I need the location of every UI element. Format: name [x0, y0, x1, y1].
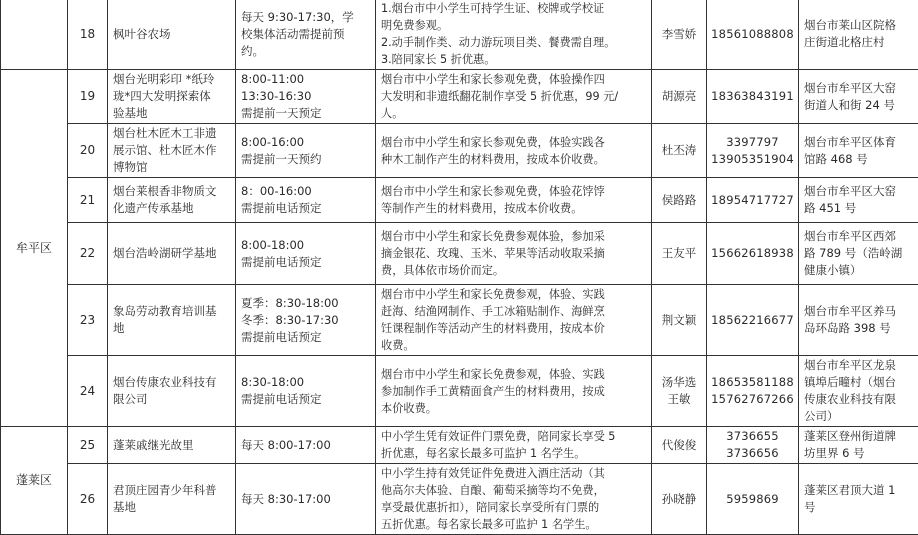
open-hours: 约。: [241, 43, 370, 60]
policy-text: 五折优惠。每名家长最多可监护 1 名学生。: [381, 516, 646, 533]
contact-person-cell: [652, 70, 707, 124]
site-name-cell: [108, 285, 236, 356]
open-hours: 8：00-16:00: [241, 183, 370, 200]
phone-number: 18363843191: [710, 88, 795, 105]
contact-person: 孙晓静: [655, 491, 703, 508]
address-cell: [799, 285, 918, 356]
phone-cell: [707, 0, 799, 70]
policy-text: 享受最优惠折扣），陪同家长享受所有门票的: [381, 499, 646, 516]
policy-text: 烟台市中小学生和家长免费参观体验，参加采: [381, 228, 646, 245]
phone-number: 15662618938: [710, 245, 795, 262]
open-hours: 8:00-16:00: [241, 134, 370, 151]
policy-cell: [376, 464, 652, 535]
table-body: [1, 0, 918, 535]
address-text: 街道人和街 24 号: [804, 97, 913, 114]
table-row: [1, 178, 918, 223]
policy-text: 烟台市中小学生和家长免费参观，体验、实践: [381, 366, 646, 383]
phone-cell: [707, 427, 799, 464]
address-text: 馆路 468 号: [804, 151, 913, 168]
open-hours-cell: [236, 178, 376, 223]
address-cell: [799, 356, 918, 427]
district-cell: [1, 70, 68, 427]
address-text: 路 451 号: [804, 200, 913, 217]
open-hours: 每天 9:30-17:30，学: [241, 9, 370, 26]
site-name: 烟台光明彩印 *纸玲: [113, 71, 230, 88]
phone-number: 18653581188: [710, 374, 795, 391]
address-text: 坊里界 6 号: [804, 445, 913, 462]
policy-text: 种木工制作产生的材料费用，按成本价收费。: [381, 151, 646, 168]
phone-cell: [707, 356, 799, 427]
phone-number: 15762767266: [710, 391, 795, 408]
open-hours: 需提前电话预定: [241, 254, 370, 271]
policy-text: 中小学生持有效凭证件免费进入酒庄活动（其: [381, 465, 646, 482]
district-name: 牟平区: [16, 241, 52, 255]
contact-person-cell: [652, 427, 707, 464]
contact-person-cell: [652, 285, 707, 356]
row-number: 23: [80, 313, 95, 327]
address-text: 岛环岛路 398 号: [804, 320, 913, 337]
district-cell: [1, 0, 68, 70]
site-name: 基地: [113, 499, 230, 516]
contact-person: 杜丕涛: [655, 142, 703, 159]
contact-person: 荆文颖: [655, 312, 703, 329]
address-cell: [799, 0, 918, 70]
row-number-cell: [68, 285, 108, 356]
address-text: 烟台市莱山区院格: [804, 17, 913, 34]
table-row: [1, 427, 918, 464]
row-number: 22: [80, 246, 95, 260]
contact-person: 李雪娇: [655, 26, 703, 43]
contact-person: 王敏: [655, 391, 703, 408]
contact-person: 汤华选: [655, 374, 703, 391]
phone-cell: [707, 178, 799, 223]
site-name-cell: [108, 356, 236, 427]
row-number-cell: [68, 427, 108, 464]
address-text: 蓬莱区登州街道牌: [804, 428, 913, 445]
policy-text: 烟台市中小学生和家长免费参观，体验、实践: [381, 286, 646, 303]
open-hours: 13:30-16:30: [241, 88, 370, 105]
policy-text: 本价收费。: [381, 400, 646, 417]
table-row: [1, 285, 918, 356]
contact-person-cell: [652, 464, 707, 535]
policy-text: 烟台市中小学生和家长参观免费，体验实践各: [381, 134, 646, 151]
open-hours: 每天 8:00-17:00: [241, 437, 370, 454]
phone-number: 18561088808: [710, 26, 795, 43]
site-name-cell: [108, 427, 236, 464]
district-cell: [1, 427, 68, 535]
open-hours-cell: [236, 464, 376, 535]
address-cell: [799, 223, 918, 285]
address-text: 公司）: [804, 408, 913, 425]
address-text: 烟台市牟平区西郊: [804, 228, 913, 245]
phone-number: 5959869: [710, 491, 795, 508]
contact-person: 代俊俊: [655, 437, 703, 454]
policy-text: 折优惠，每名家长最多可监护 1 名学生。: [381, 445, 646, 462]
row-number: 19: [80, 89, 95, 103]
contact-person: 王友平: [655, 245, 703, 262]
open-hours-cell: [236, 70, 376, 124]
policy-text: 人。: [381, 105, 646, 122]
policy-text: 3.陪同家长 5 折优惠。: [381, 51, 646, 68]
phone-number: 13905351904: [710, 151, 795, 168]
contact-person-cell: [652, 0, 707, 70]
open-hours-cell: [236, 124, 376, 178]
policy-text: 大发明和非遗纸翻花制作享受 5 折优惠，99 元/: [381, 88, 646, 105]
open-hours: 需提前一天预约: [241, 151, 370, 168]
address-text: 健康小镇）: [804, 262, 913, 279]
open-hours: 需提前电话预定: [241, 391, 370, 408]
site-name-cell: [108, 70, 236, 124]
row-number-cell: [68, 178, 108, 223]
table-row: [1, 223, 918, 285]
policy-cell: [376, 285, 652, 356]
phone-cell: [707, 223, 799, 285]
policy-cell: [376, 124, 652, 178]
policy-cell: [376, 356, 652, 427]
address-text: 传康农业科技有限: [804, 391, 913, 408]
policy-text: 烟台市中小学生和家长参观免费，体验花饽饽: [381, 183, 646, 200]
site-name-cell: [108, 124, 236, 178]
policy-text: 等制作产生的材料费用，按成本价收费。: [381, 200, 646, 217]
policy-text: 饪课程制作等活动产生的材料费用，按成本价: [381, 320, 646, 337]
open-hours: 8:00-18:00: [241, 237, 370, 254]
phone-cell: [707, 70, 799, 124]
address-cell: [799, 70, 918, 124]
policy-text: 参加制作手工黄精面食产生的材料费用，按成: [381, 383, 646, 400]
phone-number: 3397797: [710, 134, 795, 151]
table-row: [1, 124, 918, 178]
site-name: 蓬莱戚继光故里: [113, 437, 230, 454]
address-text: 路 789 号（浩岭湖: [804, 245, 913, 262]
row-number-cell: [68, 356, 108, 427]
site-name-cell: [108, 464, 236, 535]
site-name-cell: [108, 178, 236, 223]
open-hours-cell: [236, 0, 376, 70]
open-hours-cell: [236, 356, 376, 427]
policy-cell: [376, 427, 652, 464]
row-number-cell: [68, 464, 108, 535]
policy-text: 1.烟台市中小学生可持学生证、校牌或学校证: [381, 0, 646, 17]
phone-number: 3736656: [710, 445, 795, 462]
row-number: 24: [80, 384, 95, 398]
open-hours-cell: [236, 427, 376, 464]
row-number: 21: [80, 193, 95, 207]
open-hours: 每天 8:30-17:00: [241, 491, 370, 508]
site-name: 枫叶谷农场: [113, 26, 230, 43]
table-row: [1, 70, 918, 124]
table-row: [1, 356, 918, 427]
row-number-cell: [68, 124, 108, 178]
policy-text: 烟台市中小学生和家长参观免费，体验操作四: [381, 71, 646, 88]
contact-person: 胡源亮: [655, 88, 703, 105]
site-name: 君顶庄园青少年科普: [113, 482, 230, 499]
row-number: 25: [80, 438, 95, 452]
site-name: 验基地: [113, 105, 230, 122]
district-name: 蓬莱区: [16, 473, 52, 487]
site-name: 化遗产传承基地: [113, 200, 230, 217]
site-name: 限公司: [113, 391, 230, 408]
phone-number: 18954717727: [710, 192, 795, 209]
contact-person-cell: [652, 356, 707, 427]
site-name: 展示馆、杜木匠木作: [113, 142, 230, 159]
site-name-cell: [108, 223, 236, 285]
contact-person-cell: [652, 178, 707, 223]
policy-text: 中小学生凭有效证件门票免费，陪同家长享受 5: [381, 428, 646, 445]
row-number: 26: [80, 492, 95, 506]
open-hours: 夏季：8:30-18:00: [241, 295, 370, 312]
policy-text: 他高尔夫体验、自酿、葡萄采摘等均不免费，: [381, 482, 646, 499]
policy-text: 收费。: [381, 337, 646, 354]
table-row: [1, 464, 918, 535]
address-text: 烟台市牟平区养马: [804, 303, 913, 320]
table-row: [1, 0, 918, 70]
open-hours: 8:30-18:00: [241, 374, 370, 391]
open-hours: 8:00-11:00: [241, 71, 370, 88]
contact-person: 侯路路: [655, 192, 703, 209]
site-name: 烟台传康农业科技有: [113, 374, 230, 391]
address-text: 烟台市牟平区龙泉: [804, 357, 913, 374]
policy-text: 摘金银花、玫瑰、玉米、苹果等活动收取采摘: [381, 245, 646, 262]
site-name: 博物馆: [113, 159, 230, 176]
row-number-cell: [68, 0, 108, 70]
open-hours: 校集体活动需提前预: [241, 26, 370, 43]
policy-text: 明免费参观。: [381, 17, 646, 34]
policy-cell: [376, 223, 652, 285]
site-name-cell: [108, 0, 236, 70]
row-number-cell: [68, 70, 108, 124]
address-text: 号: [804, 499, 913, 516]
address-text: 蓬莱区君顶大道 1: [804, 482, 913, 499]
address-cell: [799, 427, 918, 464]
open-hours-cell: [236, 223, 376, 285]
open-hours-cell: [236, 285, 376, 356]
open-hours: 需提前一天预定: [241, 105, 370, 122]
phone-cell: [707, 464, 799, 535]
address-text: 烟台市牟平区大窑: [804, 80, 913, 97]
site-name: 烟台杜木匠木工非遗: [113, 125, 230, 142]
address-cell: [799, 124, 918, 178]
address-text: 烟台市牟平区大窑: [804, 183, 913, 200]
row-number: 18: [80, 27, 95, 41]
open-hours: 需提前电话预定: [241, 329, 370, 346]
address-text: 庄街道北格庄村: [804, 34, 913, 51]
site-name: 象岛劳动教育培训基: [113, 303, 230, 320]
row-number-cell: [68, 223, 108, 285]
contact-person-cell: [652, 223, 707, 285]
open-hours: 需提前电话预定: [241, 200, 370, 217]
address-text: 镇埠后疃村（烟台: [804, 374, 913, 391]
address-cell: [799, 178, 918, 223]
phone-cell: [707, 285, 799, 356]
site-name: 地: [113, 320, 230, 337]
site-name: 烟台莱根香非物质文: [113, 183, 230, 200]
phone-number: 3736655: [710, 428, 795, 445]
phone-number: 18562216677: [710, 312, 795, 329]
policy-text: 赶海、结渔网制作、手工冰箱贴制作、海鲜烹: [381, 303, 646, 320]
site-name: 珑*四大发明探索体: [113, 88, 230, 105]
policy-text: 2.动手制作类、动力游玩项目类、餐费需自理。: [381, 34, 646, 51]
policy-text: 费，具体依市场价而定。: [381, 262, 646, 279]
contact-person-cell: [652, 124, 707, 178]
site-name: 烟台浩岭湖研学基地: [113, 245, 230, 262]
phone-cell: [707, 124, 799, 178]
address-text: 烟台市牟平区体育: [804, 134, 913, 151]
open-hours: 冬季：8:30-17:30: [241, 312, 370, 329]
policy-cell: [376, 178, 652, 223]
row-number: 20: [80, 143, 95, 157]
policy-cell: [376, 70, 652, 124]
address-cell: [799, 464, 918, 535]
policy-cell: [376, 0, 652, 70]
